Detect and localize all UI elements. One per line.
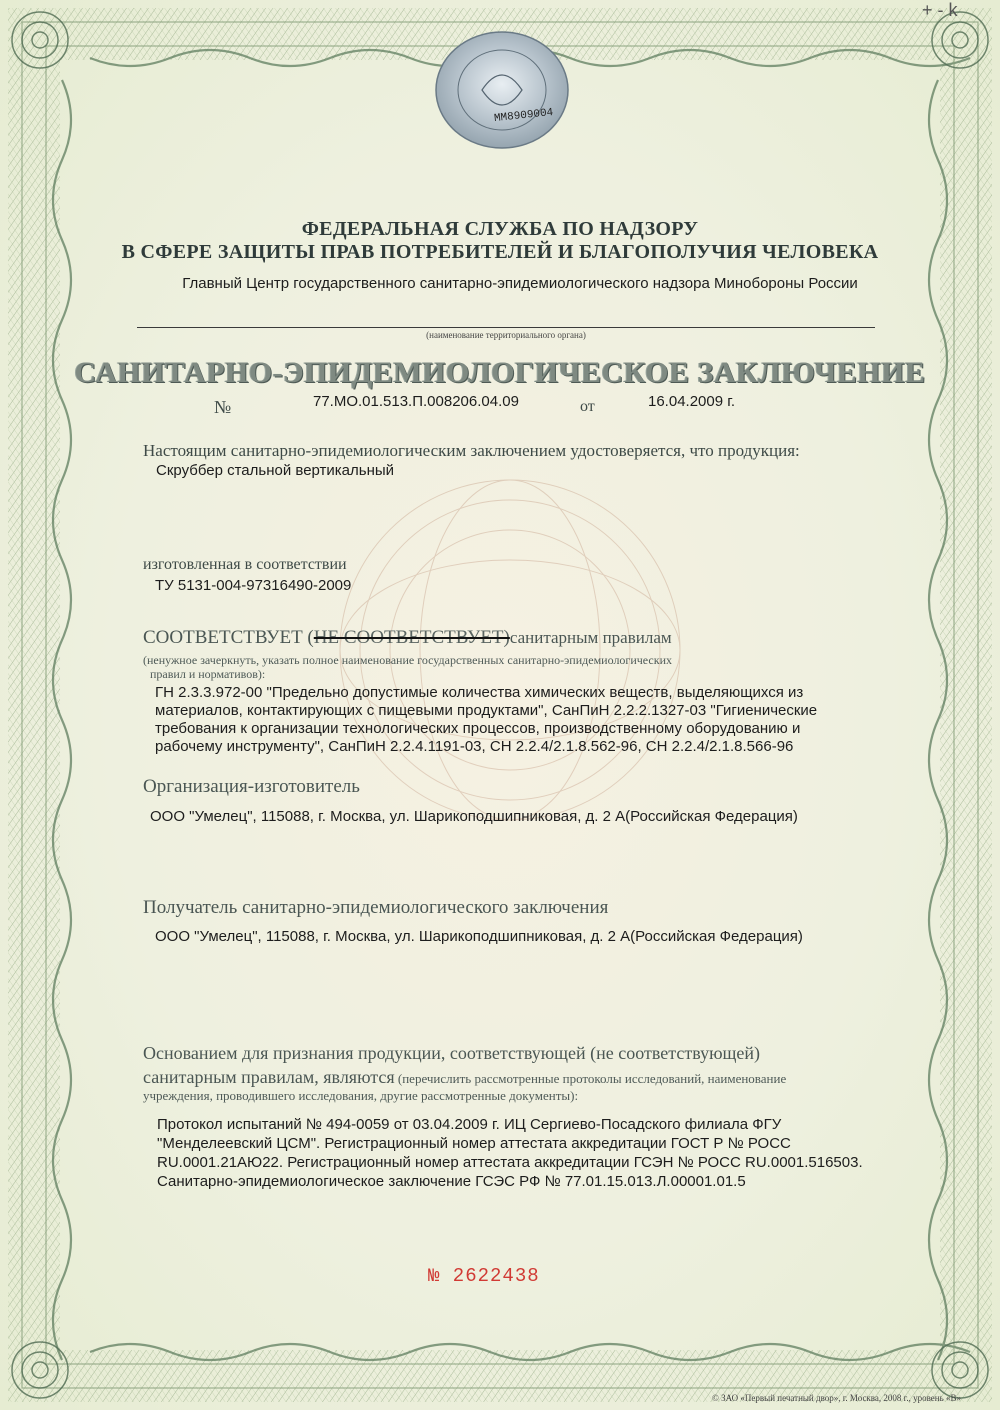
compliance-rules-line: требования к организации технологических процессов, производственному оборудованию и <box>155 720 801 737</box>
basis-label-line3: учреждения, проводившего исследования, другие рассмотренные документы): <box>143 1088 579 1103</box>
agency-title-line2: В СФЕРЕ ЗАЩИТЫ ПРАВ ПОТРЕБИТЕЛЕЙ И БЛАГОПОЛУЧИЯ ЧЕЛОВЕКА <box>121 241 879 263</box>
compliance-label: СООТВЕТСТВУЕТ ( <box>143 627 314 648</box>
product-name: Скруббер стальной вертикальный <box>156 462 395 479</box>
basis-text-line: "Менделеевский ЦСМ". Регистрационный номер аттестата аккредитации ГОСТ Р № РОСС <box>157 1135 791 1152</box>
printer-imprint: © ЗАО «Первый печатный двор», г. Москва, 2008 г., уровень «В» <box>712 1393 961 1403</box>
organ-underline <box>137 327 875 328</box>
compliance-struck-option: НЕ СООТВЕТСТВУЕТ) <box>313 627 510 648</box>
basis-label-note: (перечислить рассмотренные протоколы исследований, наименование <box>394 1071 787 1086</box>
basis-text <box>157 1115 863 1191</box>
manufacturer-label: Организация-изготовитель <box>143 776 360 797</box>
basis-label-bold: санитарным правилам, являются <box>143 1067 395 1087</box>
basis-text-line: Протокол испытаний № 494-0059 от 03.04.2009 г. ИЦ Сергиево-Посадского филиала ФГУ <box>157 1116 782 1133</box>
compliance-rules-line: ГН 2.3.3.972-00 "Предельно допустимые количества химических веществ, выделяющихся из <box>155 684 804 701</box>
compliance-label-end: санитарным правилам <box>509 628 672 647</box>
agency-title-line1: ФЕДЕРАЛЬНАЯ СЛУЖБА ПО НАДЗОРУ <box>301 218 699 240</box>
manufactured-standard: ТУ 5131-004-97316490-2009 <box>155 577 352 594</box>
conclusion-date: 16.04.2009 г. <box>648 393 736 410</box>
product-intro: Настоящим санитарно-эпидемиологическим заключением удостоверяется, что продукция: <box>143 441 800 460</box>
hologram-code: MM8909004 <box>493 106 554 126</box>
territorial-organ-name: Главный Центр государственного санитарно-эпидемиологического надзора Минобороны России <box>182 275 858 292</box>
compliance-note-line1: (ненужное зачеркнуть, указать полное наименование государственных санитарно-эпидемиологических <box>143 653 673 667</box>
basis-text-line: Санитарно-эпидемиологическое заключение ГСЭС РФ № 77.01.15.013.Л.00001.01.5 <box>157 1173 746 1190</box>
compliance-statement <box>143 627 672 649</box>
recipient-label: Получатель санитарно-эпидемиологического заключения <box>143 897 609 918</box>
manufacturer-value: ООО "Умелец", 115088, г. Москва, ул. Шарикоподшипниковая, д. 2 А(Российская Федерация) <box>150 808 798 825</box>
recipient-value: ООО "Умелец", 115088, г. Москва, ул. Шарикоподшипниковая, д. 2 А(Российская Федерация) <box>155 928 803 945</box>
hologram-seal <box>432 30 572 155</box>
compliance-rules-text <box>155 684 817 756</box>
manufactured-label: изготовленная в соответствии <box>143 556 347 573</box>
basis-label-line1: Основанием для признания продукции, соответствующей (не соответствующей) <box>143 1043 761 1063</box>
document-title: САНИТАРНО-ЭПИДЕМИОЛОГИЧЕСКОЕ ЗАКЛЮЧЕНИЕ <box>74 356 926 389</box>
compliance-rules-line: материалов, контактирующих с пищевыми продуктами", СанПиН 2.2.2.1327-03 "Гигиенические <box>155 702 818 719</box>
number-label: № <box>214 397 232 417</box>
corner-handwritten-mark: + - k <box>922 0 958 20</box>
territorial-organ-caption: (наименование территориального органа) <box>426 330 586 340</box>
compliance-note-line2: правил и нормативов): <box>150 667 266 681</box>
form-serial-number: № 2622438 <box>428 1265 540 1287</box>
basis-label-line2 <box>143 1067 786 1088</box>
basis-text-line: RU.0001.21АЮ22. Регистрационный номер аттестата аккредитации ГСЭН № РОСС RU.0001.516503. <box>157 1154 863 1171</box>
conclusion-number: 77.МО.01.513.П.008206.04.09 <box>313 393 519 410</box>
compliance-rules-line: рабочему инструменту", СанПиН 2.2.4.1191-03, СН 2.2.4/2.1.8.562-96, СН 2.2.4/2.1.8.566-96 <box>155 738 794 755</box>
date-label: от <box>580 398 595 415</box>
